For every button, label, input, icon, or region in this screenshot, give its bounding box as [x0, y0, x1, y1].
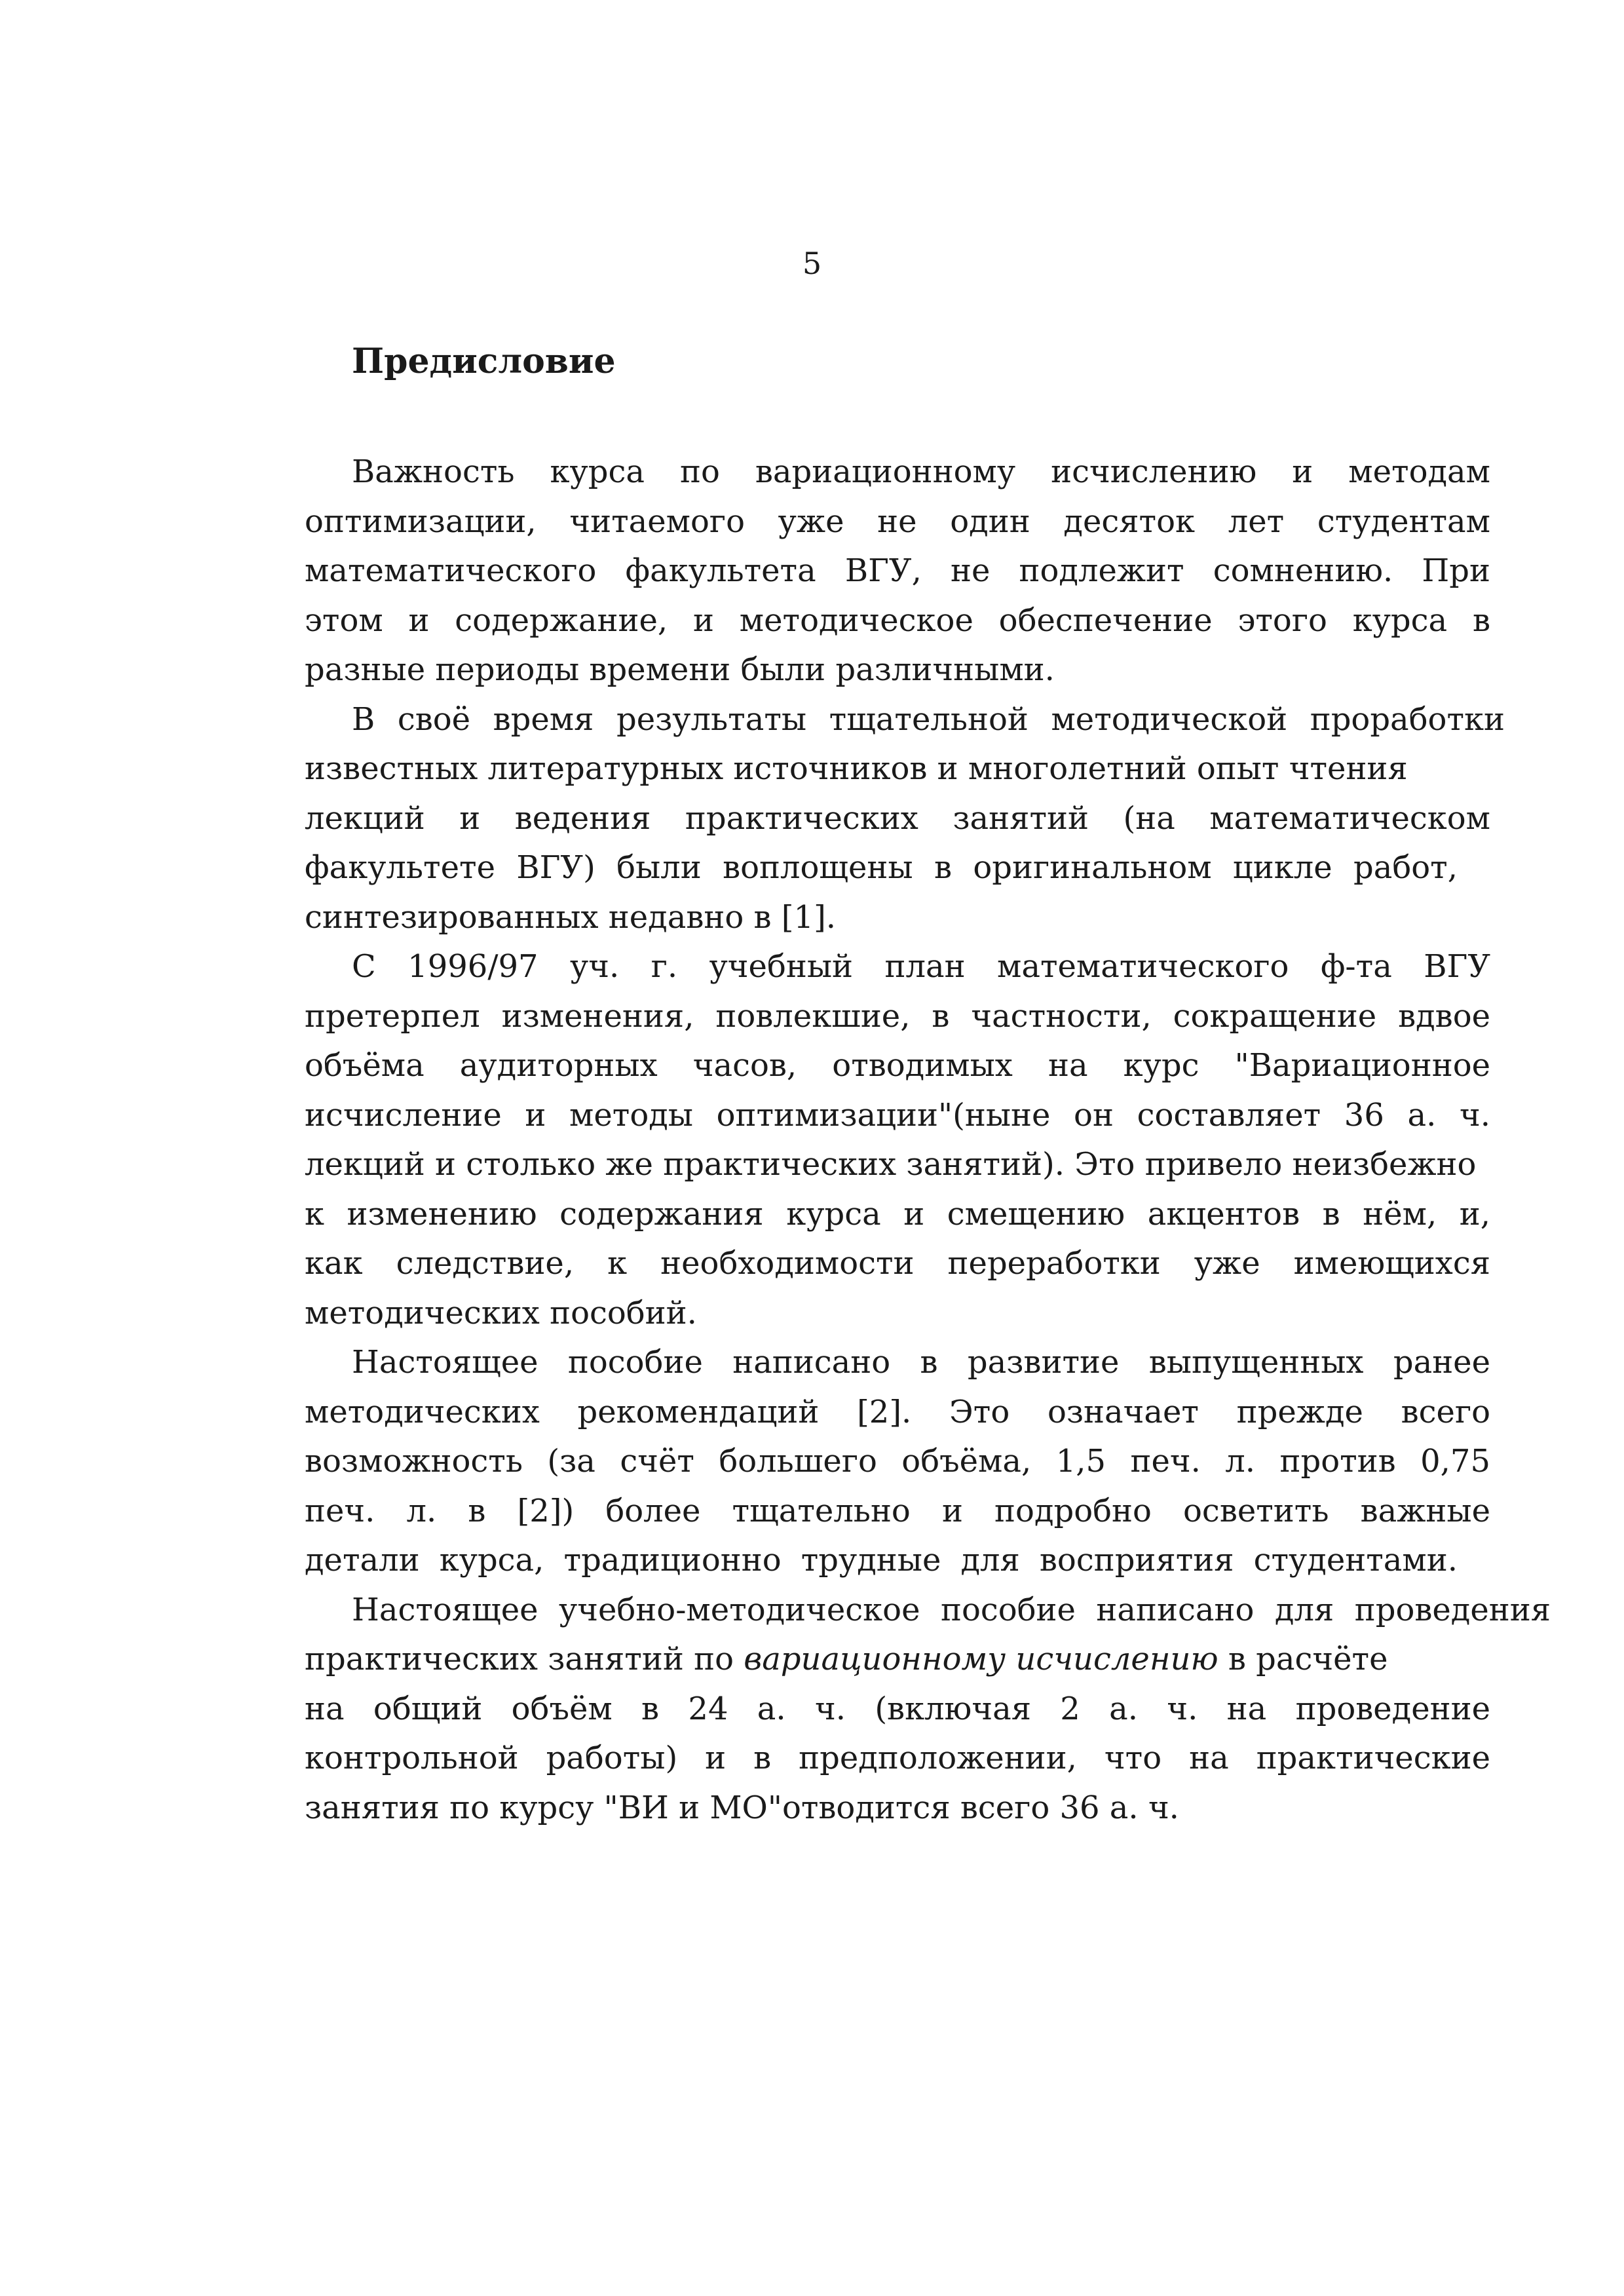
text-line: претерпел изменения, повлекшие, в частности, сокращение вдвое — [305, 997, 1490, 1035]
text-line: факультете ВГУ) были воплощены в оригинальном цикле работ, — [305, 849, 1458, 886]
text-line: исчисление и методы оптимизации"(ныне он составляет 36 а. ч. — [305, 1096, 1490, 1134]
text-line: контрольной работы) и в предположении, что на практические — [305, 1740, 1490, 1776]
text-line: на общий объём в 24 а. ч. (включая 2 а. ч. на проведение — [305, 1690, 1490, 1727]
text-line: возможность (за счёт большего объёма, 1,5 печ. л. против 0,75 — [305, 1443, 1490, 1480]
text-line: детали курса, традиционно трудные для восприятия студентами. — [305, 1542, 1458, 1578]
text-line: известных литературных источников и многолетний опыт чтения — [305, 750, 1408, 787]
text-segment: практических занятий по — [305, 1641, 734, 1677]
text-line: Настоящее пособие написано в развитие выпущенных ранее — [352, 1344, 1490, 1381]
text-line: Настоящее учебно-методическое пособие написано для проведения — [352, 1591, 1551, 1628]
text-line: лекций и столько же практических занятий). Это привело неизбежно — [305, 1146, 1477, 1183]
text-line: объёма аудиторных часов, отводимых на курс "Вариационное — [305, 1047, 1490, 1084]
text-line: методических рекомендаций [2]. Это означает прежде всего — [305, 1393, 1490, 1430]
text-line: методических пособий. — [305, 1294, 697, 1331]
text-line: разные периоды времени были различными. — [305, 651, 1055, 688]
text-line: этом и содержание, и методическое обеспечение этого курса в — [305, 602, 1490, 639]
text-line: оптимизации, читаемого уже не один десяток лет студентам — [305, 503, 1490, 540]
text-line: В своё время результаты тщательной методической проработки — [352, 700, 1505, 738]
text-line: С 1996/97 уч. г. учебный план математического ф-та ВГУ — [352, 948, 1490, 985]
page-number: 5 — [802, 246, 822, 281]
text-line: Важность курса по вариационному исчислению и методам — [352, 453, 1490, 490]
text-line: занятия по курсу "ВИ и МО"отводится всего 36 а. ч. — [305, 1789, 1179, 1826]
document-body — [305, 448, 1551, 1833]
emphasized-term: вариационному исчислению — [744, 1641, 1218, 1677]
text-line — [305, 1635, 1490, 1685]
section-heading: Предисловие — [352, 341, 616, 381]
text-line: синтезированных недавно в [1]. — [305, 898, 837, 936]
text-segment: в расчёте — [1228, 1641, 1388, 1677]
text-line: лекций и ведения практических занятий (на математическом — [305, 799, 1490, 837]
text-line: как следствие, к необходимости переработки уже имеющихся — [305, 1245, 1490, 1282]
text-line: к изменению содержания курса и смещению акцентов в нём, и, — [305, 1195, 1490, 1233]
text-line: математического факультета ВГУ, не подлежит сомнению. При — [305, 552, 1490, 589]
text-line: печ. л. в [2]) более тщательно и подробно осветить важные — [305, 1492, 1490, 1529]
